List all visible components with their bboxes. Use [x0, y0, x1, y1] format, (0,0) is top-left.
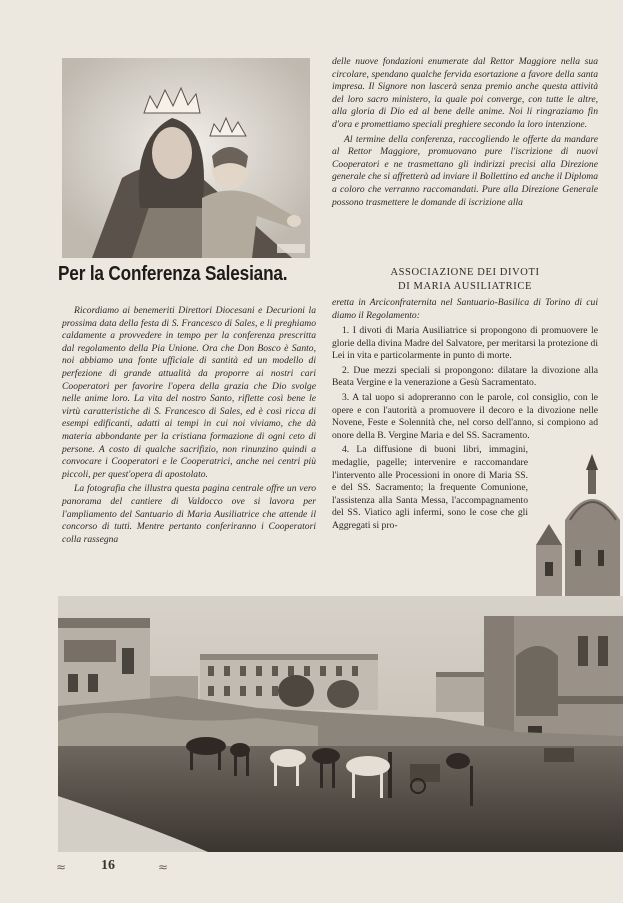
association-intro: eretta in Arciconfraternita nel Santuario-Basilica di Torino di cui diamo il Regolamento:: [332, 297, 598, 321]
rule-item: 3. A tal uopo si adopreranno con le parole, col consiglio, con le opere e con l'autorità a promuovere il decoro e la divozione nelle Novene, Feste e Solennità che, nel corso dell'anno, si compiono ad onore della B. Vergine Maria e del SS. Sacramento.: [332, 391, 598, 441]
article-left-column: [62, 305, 316, 548]
article-paragraph: La fotografia che illustra questa pagina centrale offre un vero panorama del cantiere di Valdocco ove si lavora per l'ampliamento del Santuario di Maria Ausiliatrice che attende il concorso di tutti. Mentre pertanto conferiranno i Cooperatori colla rassegna: [62, 483, 316, 545]
association-heading-line1: ASSOCIAZIONE DEI DIVOTI: [390, 267, 540, 278]
rule-item: 1. I divoti di Maria Ausiliatrice si propongono di promuovere le glorie della divina Madre del Salvatore, per meritarsi la protezione di Lei in vita e particolarmente in punto di morte.: [332, 325, 598, 362]
page-number: 16: [101, 858, 115, 873]
construction-site-photo: [58, 596, 623, 852]
madonna-and-child-photo: [62, 58, 310, 258]
footer-ornament-right: ≈: [158, 860, 169, 874]
footer-ornament-left: ≈: [56, 860, 67, 874]
rule-item: 4. La diffusione di buoni libri, immagini, medaglie, pagelle; intervenire e raccomandare l'intervento alle Processioni in onore di Maria SS. e del SS. Sacramento; la frequente Comunione, l'assistenza alla Santa Messa, l'accompagnamento del SS. Viatico agli infermi, sono le cose che gli Aggregati si pro-: [332, 444, 528, 531]
article-paragraph: Al termine della conferenza, raccogliendo le offerte da mandare al Rettor Maggiore, promuovano pure l'iscrizione di nuovi Cooperatori e ne trasmettano gli indirizzi precisi alla Direzione generale che si affretterà ad inviare il Bollettino ed anche il Diploma a coloro che verranno raccomandati. Pure alla Direzione Generale possono trasmettere le domande di iscrizione alla: [332, 133, 598, 208]
article-paragraph: Ricordiamo ai benemeriti Direttori Diocesani e Decurioni la prossima data della festa di S. Francesco di Sales, e li preghiamo caldamente a provvedere in tempo per la conferenza prescritta dal regolamento della Pia Unione. Ora che Don Bosco è Santo, noi abbiamo una fonte ufficiale di santità ed un modello di perfezione di grande attualità da proporre ai nostri cari Cooperatori per favorire l'opera della grazia che Dio svolge nelle anime loro. La vita del nostro Santo, riflette così bene le virtù caratteristiche di S. Francesco di Sales, ed è così ricca di esempi edificanti, adatti ai tempi in cui noi viviamo, che dà materia abbondante per la cristiana formazione di ogni ceto di persone. A costo di qualche sacrifizio, non rinunzino quindi a convocare i Cooperatori e le Cooperatrici, anche nei centri più piccoli, per quest'opera di apostolato.: [62, 305, 316, 480]
association-heading: [332, 266, 598, 293]
article-title: Per la Conferenza Salesiana.: [58, 263, 288, 285]
association-heading-line2: DI MARIA AUSILIATRICE: [398, 280, 532, 292]
rule-item: 2. Due mezzi speciali si propongono: dilatare la divozione alla Beata Vergine e la venerazione a Gesù Sacramentato.: [332, 364, 598, 389]
article-right-column: [332, 56, 598, 211]
article-paragraph: delle nuove fondazioni enumerate dal Rettor Maggiore nella sua circolare, spendano qualche fervida esortazione a favore della santa impresa. Il Signore non lascerà senza premio anche questa attività del loro sacro ministero, la quale poi converge, con tutte le altre, alla gloria di Dio ed al bene delle anime. Noi li ringraziamo fin d'ora e promettiamo speciali preghiere secondo la loro intenzione.: [332, 56, 598, 130]
basilica-dome-photo: [470, 450, 623, 600]
